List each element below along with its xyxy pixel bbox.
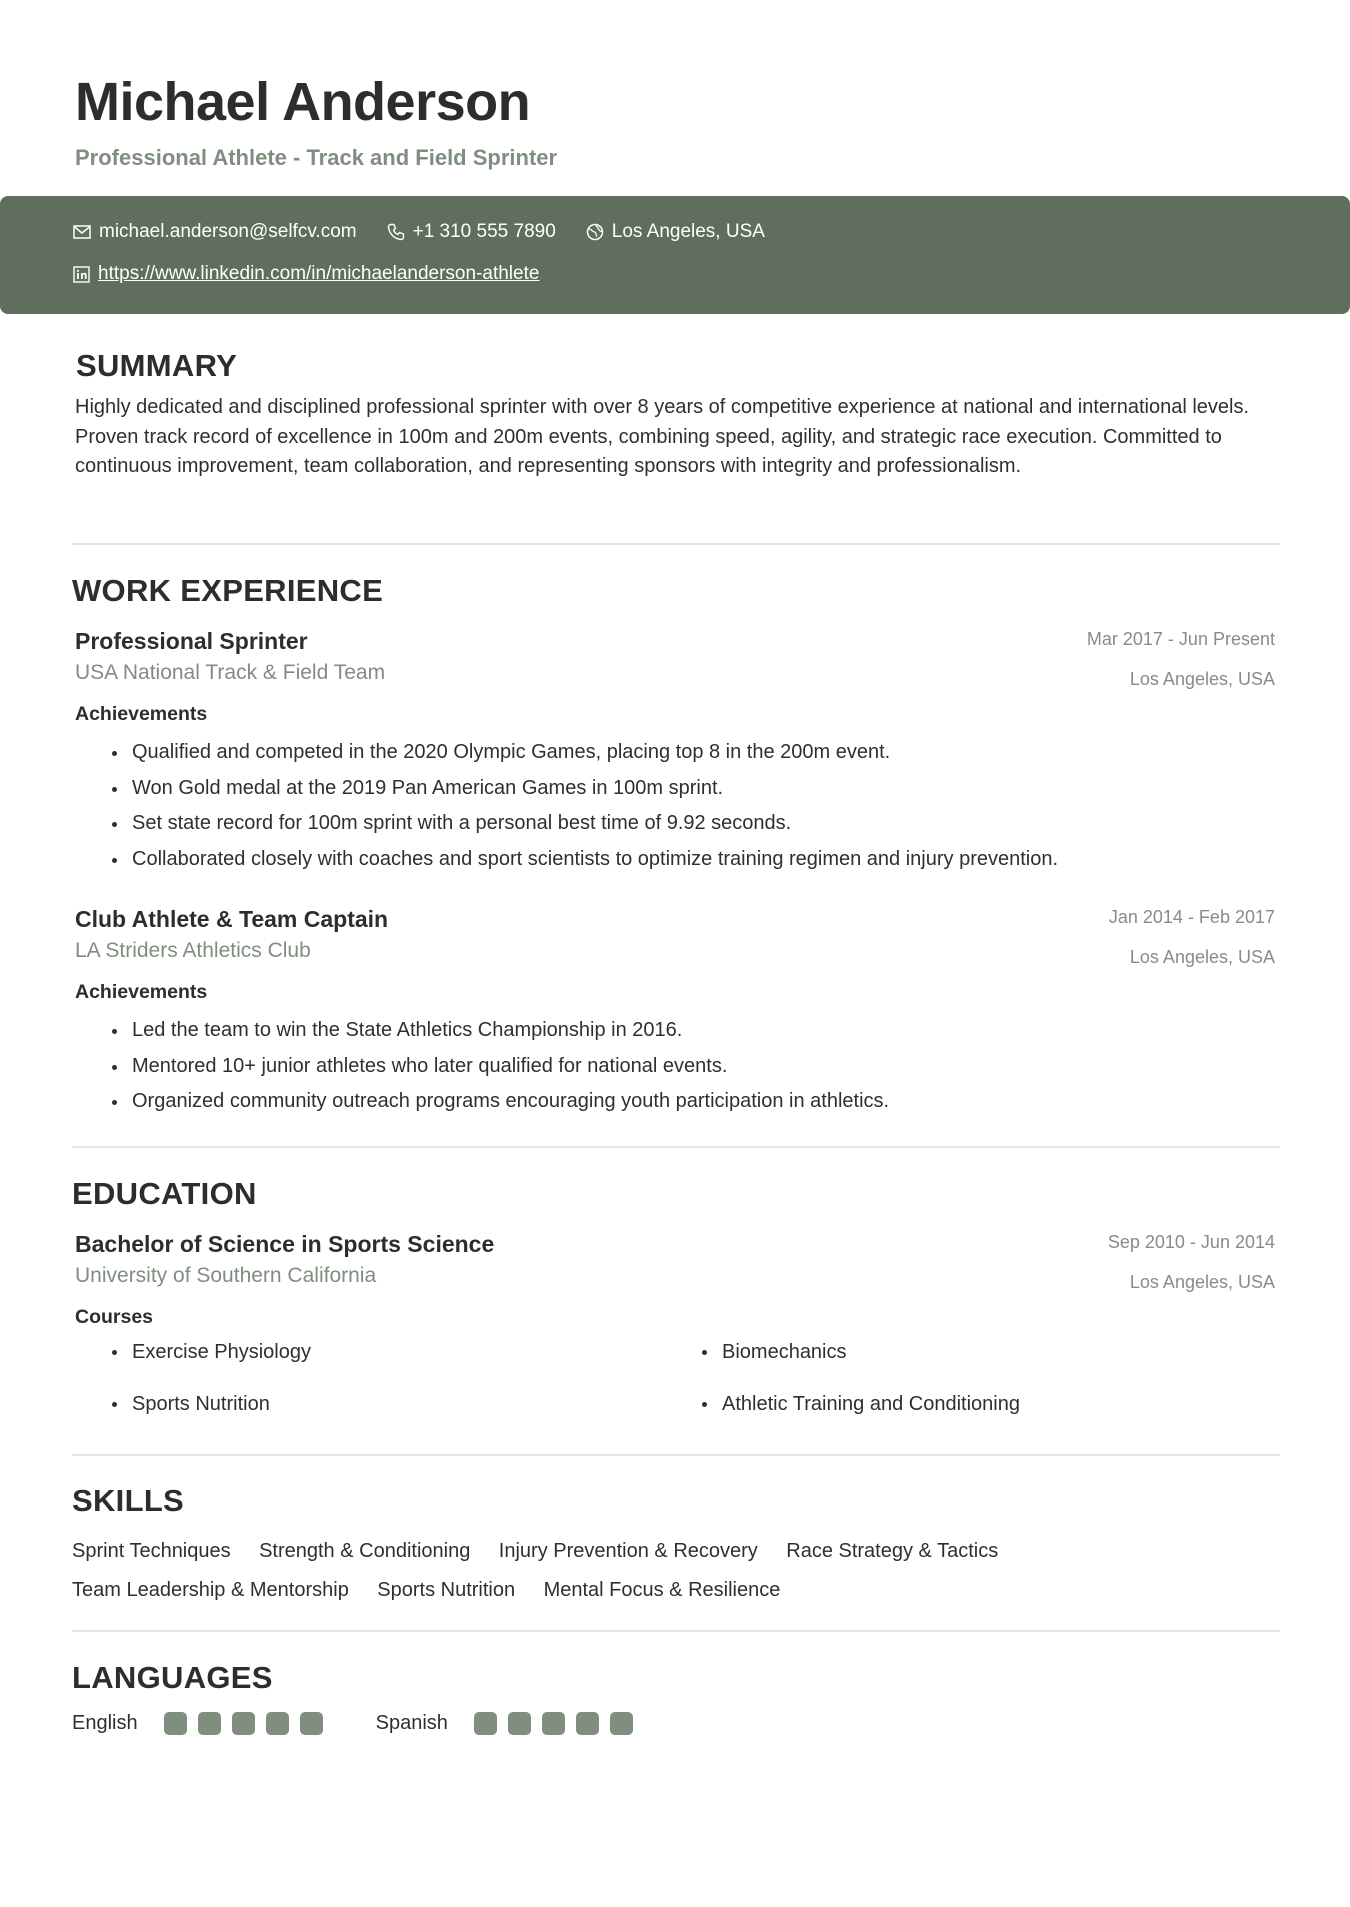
list-item: Collaborated closely with coaches and sport scientists to optimize training regimen and injury prevention. [75, 842, 1275, 878]
skill-item: Strength & Conditioning [259, 1540, 471, 1562]
contact-phone[interactable] [387, 220, 556, 244]
skill-item: Mental Focus & Resilience [543, 1579, 781, 1601]
list-item: Biomechanics [665, 1338, 847, 1366]
degree-title: Bachelor of Science in Sports Science [75, 1231, 495, 1257]
education-date: Sep 2010 - Jun 2014 [1107, 1232, 1275, 1252]
list-item: Set state record for 100m sprint with a personal best time of 9.92 seconds. [75, 806, 1275, 842]
job-title: Professional Sprinter [75, 628, 308, 654]
summary-title: SUMMARY [76, 348, 238, 383]
education-location: Los Angeles, USA [1129, 1272, 1275, 1292]
divider [72, 1630, 1280, 1632]
achievements-heading: Achievements [75, 981, 208, 1003]
languages-section [72, 1659, 1280, 1737]
languages-list [72, 1709, 1280, 1737]
mail-icon [73, 225, 91, 239]
contact-email-text: michael.anderson@selfcv.com [99, 221, 357, 242]
school-name: University of Southern California [75, 1264, 377, 1287]
contact-email[interactable] [73, 220, 357, 244]
courses-list [75, 1338, 1275, 1448]
skills-section [72, 1482, 1280, 1610]
candidate-name: Michael Anderson [75, 72, 531, 132]
job-entry [75, 904, 1275, 1120]
language-item [72, 1709, 334, 1737]
job-date: Mar 2017 - Jun Present [1086, 629, 1275, 649]
contact-location-text: Los Angeles, USA [611, 221, 765, 242]
contact-row-secondary [73, 262, 569, 286]
education-title: EDUCATION [72, 1176, 257, 1211]
summary-text: Highly dedicated and disciplined professional sprinter with over 8 years of competitive experience at national and international levels. Proven track record of excellence in 100m and 200m events, combining speed, agility, and strategic race execution. Committed to continuous improvement, team collaboration, and representing sponsors with integrity and professionalism. [75, 396, 1250, 477]
skill-item: Sprint Techniques [72, 1540, 231, 1562]
list-item: Won Gold medal at the 2019 Pan American Games in 100m sprint. [75, 771, 1275, 807]
language-level-dot [232, 1712, 255, 1735]
list-item: Mentored 10+ junior athletes who later qualified for national events. [75, 1049, 1275, 1085]
language-level-dot [508, 1712, 531, 1735]
skills-title: SKILLS [72, 1483, 185, 1518]
language-level-dots [164, 1712, 334, 1735]
language-level-dot [576, 1712, 599, 1735]
language-level-dot [542, 1712, 565, 1735]
divider [72, 1146, 1280, 1148]
achievements-list [75, 735, 1275, 877]
candidate-subtitle: Professional Athlete - Track and Field Sprinter [75, 145, 558, 170]
language-level-dot [164, 1712, 187, 1735]
list-item: Sports Nutrition [75, 1390, 270, 1418]
achievements-heading: Achievements [75, 703, 208, 725]
linkedin-icon [73, 266, 90, 283]
contact-linkedin[interactable] [73, 262, 539, 286]
divider [72, 1454, 1280, 1456]
education-section [72, 1175, 1280, 1213]
contact-bar [0, 196, 1350, 314]
list-item: Exercise Physiology [75, 1338, 311, 1366]
job-date: Jan 2014 - Feb 2017 [1108, 907, 1275, 927]
skill-item: Injury Prevention & Recovery [498, 1540, 758, 1562]
job-organization: LA Striders Athletics Club [75, 939, 311, 962]
globe-icon [586, 223, 604, 241]
list-item: Athletic Training and Conditioning [665, 1390, 1020, 1418]
job-location: Los Angeles, USA [1129, 669, 1275, 689]
job-title: Club Athlete & Team Captain [75, 906, 389, 932]
language-name: English [72, 1712, 138, 1734]
summary-section [72, 347, 1280, 482]
skill-item: Sports Nutrition [377, 1579, 516, 1601]
language-level-dot [198, 1712, 221, 1735]
contact-location [586, 220, 765, 244]
skill-item: Race Strategy & Tactics [786, 1540, 999, 1562]
language-item [376, 1709, 644, 1737]
language-level-dot [266, 1712, 289, 1735]
language-level-dot [610, 1712, 633, 1735]
experience-title: WORK EXPERIENCE [72, 573, 384, 608]
job-location: Los Angeles, USA [1129, 947, 1275, 967]
language-level-dot [474, 1712, 497, 1735]
divider [72, 543, 1280, 545]
contact-phone-text: +1 310 555 7890 [412, 221, 556, 242]
linkedin-link[interactable]: https://www.linkedin.com/in/michaelanderson-athlete [98, 263, 540, 284]
skill-item: Team Leadership & Mentorship [72, 1579, 349, 1601]
list-item: Qualified and competed in the 2020 Olympic Games, placing top 8 in the 200m event. [75, 735, 1275, 771]
contact-row-primary [73, 220, 795, 244]
list-item: Organized community outreach programs encouraging youth participation in athletics. [75, 1084, 1275, 1120]
education-entry [75, 1229, 1275, 1448]
courses-heading: Courses [75, 1306, 154, 1328]
skills-list [72, 1532, 1172, 1610]
job-organization: USA National Track & Field Team [75, 661, 386, 684]
experience-section [72, 572, 1280, 610]
list-item: Led the team to win the State Athletics Championship in 2016. [75, 1013, 1275, 1049]
language-name: Spanish [375, 1712, 448, 1734]
phone-icon [387, 223, 405, 241]
language-level-dots [474, 1712, 644, 1735]
language-level-dot [300, 1712, 323, 1735]
languages-title: LANGUAGES [72, 1660, 273, 1695]
achievements-list [75, 1013, 1275, 1120]
resume-header [75, 70, 557, 172]
job-entry [75, 626, 1275, 877]
